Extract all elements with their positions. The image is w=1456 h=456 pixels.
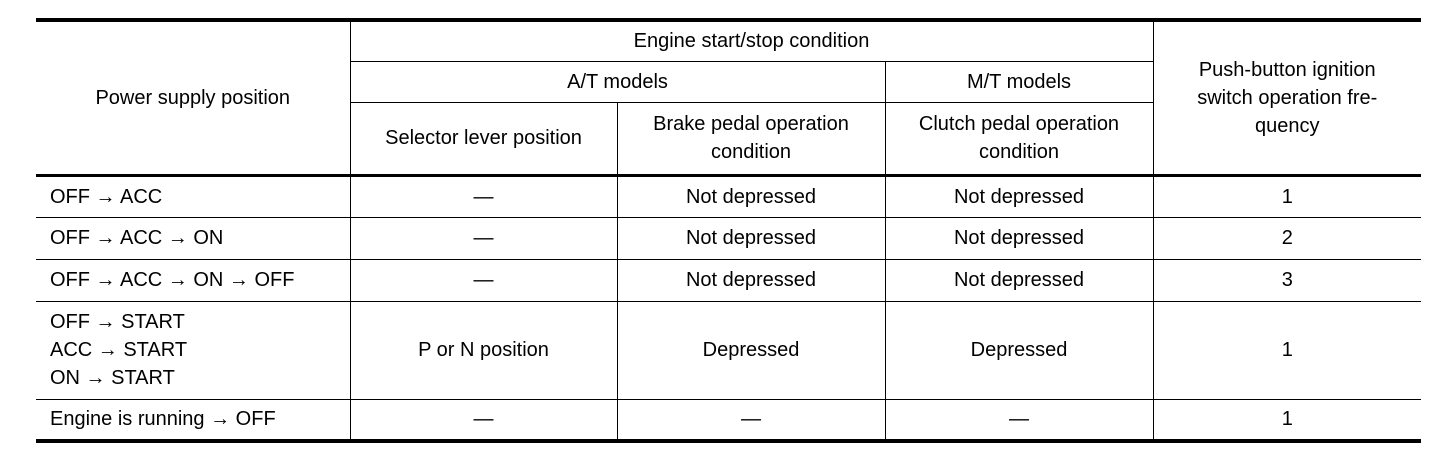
- clutch-cell: Depressed: [885, 301, 1153, 399]
- power-supply-line: ON → START: [50, 367, 175, 389]
- header-at-models: A/T models: [350, 61, 885, 102]
- power-supply-cell: OFF → ACC → ON → OFF: [36, 259, 350, 301]
- frequency-cell: 3: [1153, 259, 1421, 301]
- brake-cell: Not depressed: [617, 175, 885, 217]
- power-supply-line: ACC → START: [50, 339, 188, 361]
- selector-cell: —: [350, 175, 617, 217]
- brake-cell: Not depressed: [617, 217, 885, 259]
- table-row: [36, 259, 1421, 301]
- header-clutch-pedal-condition: Clutch pedal operation condition: [885, 102, 1153, 175]
- clutch-cell: Not depressed: [885, 259, 1153, 301]
- brake-cell: —: [617, 399, 885, 441]
- power-supply-cell: OFF → ACC: [36, 175, 350, 217]
- selector-cell: P or N position: [350, 301, 617, 399]
- selector-cell: —: [350, 217, 617, 259]
- power-supply-cell: OFF → ACC → ON: [36, 217, 350, 259]
- table-row: [36, 175, 1421, 217]
- table-row: [36, 399, 1421, 441]
- frequency-cell: 1: [1153, 301, 1421, 399]
- header-brake-pedal-condition: Brake pedal operation condition: [617, 102, 885, 175]
- header-push-button-frequency: [1153, 20, 1421, 175]
- table-body: [36, 175, 1421, 441]
- table-row: [36, 301, 1421, 399]
- clutch-cell: Not depressed: [885, 217, 1153, 259]
- header-selector-lever-position: Selector lever position: [350, 102, 617, 175]
- selector-cell: —: [350, 399, 617, 441]
- header-power-supply-position: Power supply position: [36, 20, 350, 175]
- power-supply-cell: [36, 301, 350, 399]
- ignition-operation-table: [36, 18, 1421, 443]
- table-header: [36, 20, 1421, 175]
- header-row-1: [36, 20, 1421, 61]
- brake-cell: Depressed: [617, 301, 885, 399]
- selector-cell: —: [350, 259, 617, 301]
- frequency-cell: 1: [1153, 399, 1421, 441]
- clutch-cell: —: [885, 399, 1153, 441]
- header-engine-start-stop-condition: Engine start/stop condition: [350, 20, 1153, 61]
- push-button-frequency-label: Push-button ignition switch operation fre-quency: [1197, 58, 1378, 137]
- clutch-cell: Not depressed: [885, 175, 1153, 217]
- frequency-cell: 1: [1153, 175, 1421, 217]
- power-supply-line: OFF → START: [50, 311, 185, 333]
- header-mt-models: M/T models: [885, 61, 1153, 102]
- power-supply-cell: Engine is running → OFF: [36, 399, 350, 441]
- table-row: [36, 217, 1421, 259]
- brake-cell: Not depressed: [617, 259, 885, 301]
- frequency-cell: 2: [1153, 217, 1421, 259]
